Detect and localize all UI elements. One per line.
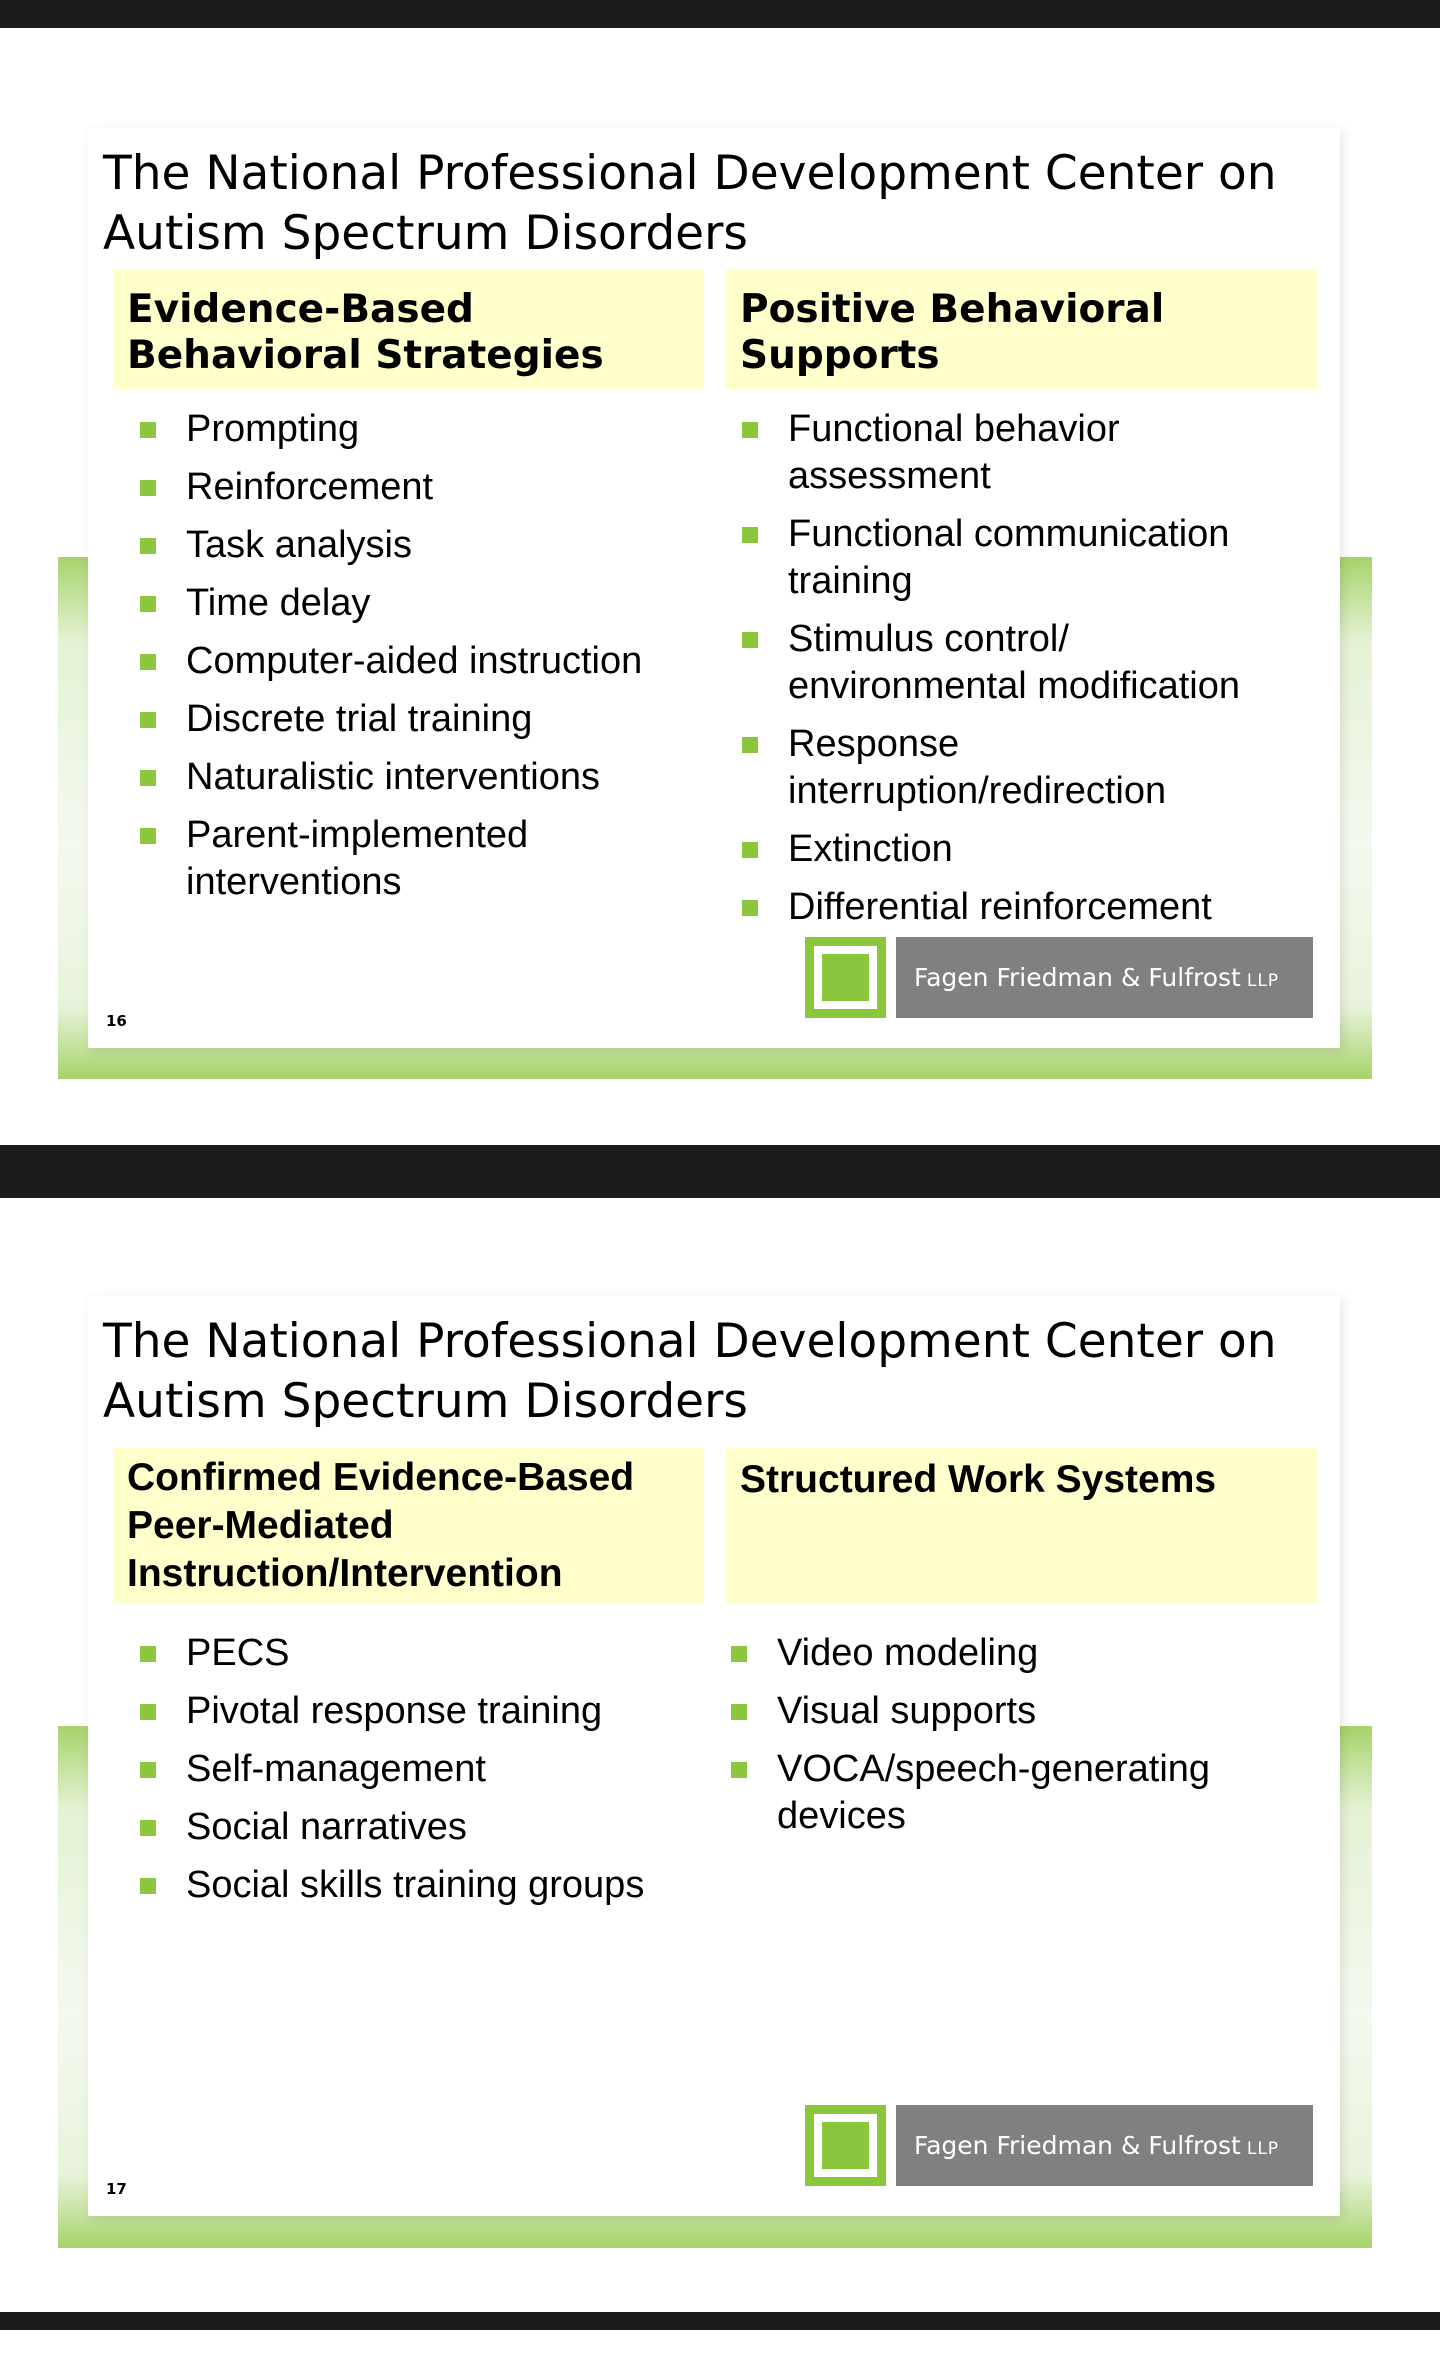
right-column-header: Structured Work Systems — [726, 1448, 1317, 1604]
bullet-square-icon — [731, 1704, 747, 1720]
bullet-square-icon — [140, 596, 156, 612]
list-item: Task analysis — [140, 522, 700, 569]
viewer-page-separator — [0, 1145, 1440, 1198]
list-item: Parent-implemented interventions — [140, 812, 600, 906]
bullet-square-icon — [140, 1704, 156, 1720]
firm-logo — [805, 937, 1313, 1018]
left-column-header: Confirmed Evidence-Based Peer-Mediated Instruction/Intervention — [113, 1448, 704, 1604]
logo-square-icon — [805, 2105, 886, 2186]
list-item: Naturalistic interventions — [140, 754, 700, 801]
bullet-square-icon — [140, 770, 156, 786]
list-item: Pivotal response training — [140, 1688, 700, 1735]
list-item: Reinforcement — [140, 464, 700, 511]
slide-number: 17 — [106, 2180, 127, 2198]
bullet-square-icon — [140, 1820, 156, 1836]
logo-wordmark: Fagen Friedman & Fulfrost LLP — [896, 2105, 1313, 2186]
list-item: Time delay — [140, 580, 700, 627]
list-item: Response interruption/redirection — [742, 721, 1222, 815]
list-item: Stimulus control/ environmental modification — [742, 616, 1292, 710]
bullet-square-icon — [742, 527, 758, 543]
slide-page-16 — [0, 28, 1440, 1183]
logo-wordmark: Fagen Friedman & Fulfrost LLP — [896, 937, 1313, 1018]
left-bullet-list — [140, 1630, 700, 1909]
bullet-square-icon — [140, 1762, 156, 1778]
left-column-header: Evidence-Based Behavioral Strategies — [113, 269, 704, 389]
list-item: Computer-aided instruction — [140, 638, 700, 685]
list-item: Prompting — [140, 406, 700, 453]
slide-17 — [88, 1296, 1340, 2216]
left-bullet-list — [140, 406, 700, 906]
bullet-square-icon — [742, 900, 758, 916]
list-item: Functional behavior assessment — [742, 406, 1182, 500]
firm-logo — [805, 2105, 1313, 2186]
bullet-square-icon — [140, 422, 156, 438]
list-item: Discrete trial training — [140, 696, 700, 743]
slide-number: 16 — [106, 1012, 127, 1030]
bullet-square-icon — [742, 842, 758, 858]
viewer-bottom-band — [0, 2312, 1440, 2330]
list-item: Extinction — [742, 826, 1302, 873]
list-item: Social narratives — [140, 1804, 700, 1851]
right-column-header: Positive Behavioral Supports — [726, 269, 1317, 389]
list-item: PECS — [140, 1630, 700, 1677]
bullet-square-icon — [140, 712, 156, 728]
bullet-square-icon — [742, 632, 758, 648]
slide-16 — [88, 128, 1340, 1048]
slide-title: The National Professional Development Center on Autism Spectrum Disorders — [103, 1314, 1277, 1429]
bullet-square-icon — [742, 737, 758, 753]
right-bullet-list — [742, 406, 1302, 931]
bullet-square-icon — [140, 654, 156, 670]
logo-square-icon — [805, 937, 886, 1018]
bullet-square-icon — [140, 1878, 156, 1894]
bullet-square-icon — [731, 1646, 747, 1662]
bullet-square-icon — [140, 538, 156, 554]
bullet-square-icon — [140, 480, 156, 496]
bullet-square-icon — [731, 1762, 747, 1778]
list-item: Visual supports — [731, 1688, 1291, 1735]
list-item: Video modeling — [731, 1630, 1291, 1677]
list-item: Differential reinforcement — [742, 884, 1302, 931]
bullet-square-icon — [140, 828, 156, 844]
list-item: Functional communication training — [742, 511, 1282, 605]
bullet-square-icon — [140, 1646, 156, 1662]
right-bullet-list — [731, 1630, 1291, 1840]
slide-page-17 — [0, 1198, 1440, 2353]
list-item: VOCA/speech-generating devices — [731, 1746, 1251, 1840]
slide-title: The National Professional Development Center on Autism Spectrum Disorders — [103, 146, 1277, 261]
list-item: Social skills training groups — [140, 1862, 700, 1909]
viewer-top-band — [0, 0, 1440, 28]
list-item: Self-management — [140, 1746, 700, 1793]
bullet-square-icon — [742, 422, 758, 438]
